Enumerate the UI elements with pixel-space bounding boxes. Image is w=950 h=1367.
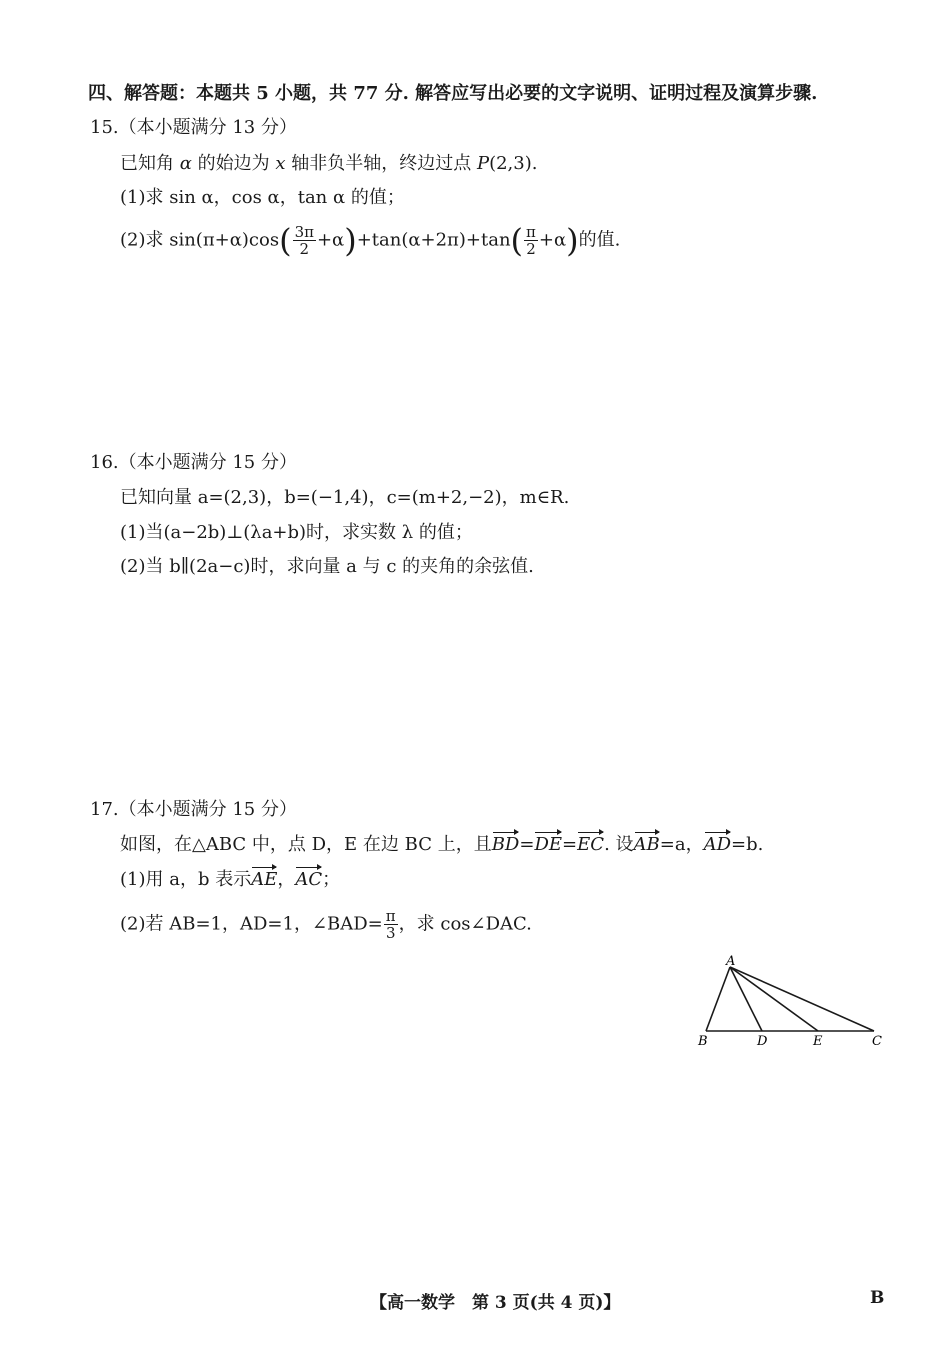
- left-paren: (: [510, 221, 524, 260]
- fraction-denominator: 3: [385, 924, 396, 942]
- vector-BD: BD: [492, 831, 520, 859]
- q15-part2: [120, 221, 621, 260]
- comma: ，: [277, 869, 296, 890]
- segment-AC: [730, 967, 874, 1031]
- fraction-numerator: π: [526, 223, 536, 241]
- q17-part1-text: (1)用 a，b 表示: [120, 869, 252, 890]
- q17-part1-text: ；: [322, 869, 341, 890]
- q17-heading: 17.（本小题满分 15 分）: [90, 799, 297, 820]
- fraction-pi-over-3: [384, 908, 398, 941]
- label-C: C: [872, 1034, 882, 1049]
- q15-part2-text: 的值.: [578, 229, 621, 251]
- q15-stem-text: 的始边为: [191, 153, 276, 174]
- segment-AB: [706, 967, 730, 1031]
- q17-stem: [120, 831, 763, 859]
- vector-AD: AD: [704, 831, 731, 859]
- section-heading: 四、解答题：本题共 5 小题，共 77 分. 解答应写出必要的文字说明、证明过程及演算步骤.: [88, 83, 818, 104]
- segment-AD: [730, 967, 762, 1031]
- vector-AE: AE: [251, 866, 277, 894]
- fraction-numerator: π: [385, 907, 396, 925]
- q15-stem-text: 已知角: [120, 153, 180, 174]
- q15-coords: (2,3).: [489, 153, 538, 174]
- q15-heading: 15.（本小题满分 13 分）: [90, 117, 297, 138]
- q17-stem-text: =a，: [659, 834, 704, 855]
- q15-part2-text: +tan(α+2π)+tan: [356, 229, 511, 251]
- q17-stem-text: . 设: [604, 834, 634, 855]
- left-paren: (: [279, 221, 292, 260]
- q17-stem-text: =b.: [731, 834, 764, 855]
- q17-part2-text: ，求 cos∠DAC.: [398, 913, 532, 935]
- paper-version-mark: B: [870, 1288, 885, 1308]
- q15-alpha: α: [179, 153, 192, 174]
- label-D: D: [757, 1034, 768, 1049]
- q15-stem: [120, 150, 537, 178]
- q15-part2-text: +α: [316, 229, 345, 251]
- fraction-pi-over-2: [524, 224, 538, 257]
- label-E: E: [813, 1034, 823, 1049]
- q16-part1: (1)当(a−2b)⊥(λa+b)时，求实数 λ 的值；: [120, 522, 473, 543]
- label-A: A: [726, 955, 736, 969]
- q15-stem-text: 轴非负半轴，终边过点: [285, 153, 477, 174]
- vector-EC: EC: [577, 831, 604, 859]
- right-paren: ): [344, 221, 357, 260]
- fraction-3pi-over-2: [293, 224, 316, 257]
- segment-AE: [730, 967, 818, 1031]
- right-paren: ): [566, 221, 579, 260]
- q15-part2-text: +α: [538, 229, 567, 251]
- triangle-figure: [690, 955, 890, 1050]
- page-footer: 【高一数学 第 3 页(共 4 页)】: [370, 1293, 621, 1313]
- fraction-numerator: 3π: [294, 223, 314, 241]
- q15-part2-text: (2)求 sin(π+α)cos: [120, 229, 280, 251]
- q15-part1: (1)求 sin α，cos α，tan α 的值；: [120, 187, 405, 208]
- q17-part2-text: (2)若 AB=1，AD=1，∠BAD=: [120, 913, 383, 935]
- q16-part2: (2)当 b∥(2a−c)时，求向量 a 与 c 的夹角的余弦值.: [120, 556, 534, 577]
- vector-DE: DE: [534, 831, 562, 859]
- q16-stem: 已知向量 a=(2,3)，b=(−1,4)，c=(m+2,−2)，m∈R.: [120, 487, 570, 508]
- fraction-denominator: 2: [299, 240, 310, 258]
- equals-sign: =: [562, 834, 578, 855]
- q15-x: x: [275, 153, 286, 174]
- equals-sign: =: [519, 834, 535, 855]
- q16-heading: 16.（本小题满分 15 分）: [90, 452, 297, 473]
- q17-stem-text: 如图，在△ABC 中，点 D，E 在边 BC 上，且: [120, 834, 492, 855]
- fraction-denominator: 2: [526, 240, 536, 258]
- q17-part2: [120, 908, 532, 941]
- q17-part1: [120, 866, 340, 894]
- q15-point: P: [476, 153, 490, 174]
- vector-AC: AC: [295, 866, 322, 894]
- vector-AB: AB: [634, 831, 660, 859]
- label-B: B: [698, 1034, 708, 1049]
